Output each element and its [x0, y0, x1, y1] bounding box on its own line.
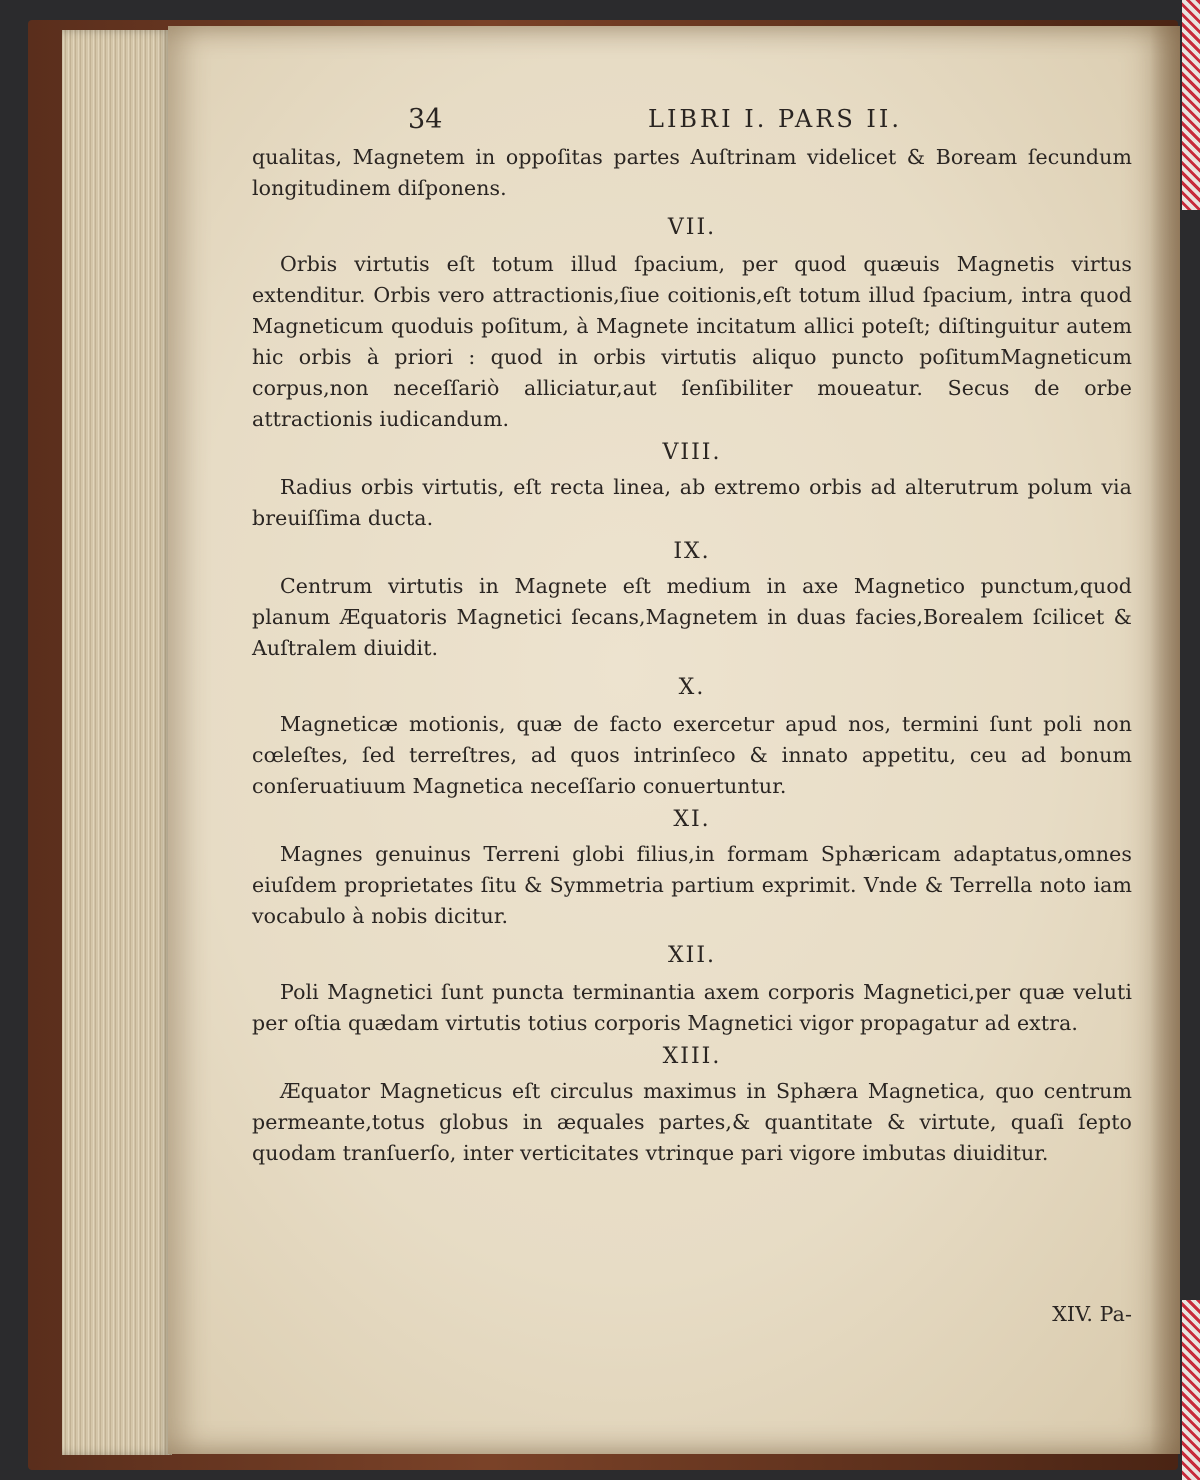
page-edges	[62, 30, 172, 1455]
page-text-block	[252, 104, 1132, 1326]
section-text: Centrum virtutis in Magnete eſt medium in axe Magnetico punctum,quod planum Æquatoris Magnetici ſecans,Magnetem in duas facies,Borealem ſcilicet & Auſtralem diuidit.	[252, 574, 1132, 660]
section-number: XI.	[673, 807, 711, 832]
section-number: XII.	[667, 943, 717, 968]
section-number: IX.	[673, 539, 711, 564]
opening-paragraph: qualitas, Magnetem in oppoſitas partes Auſtrinam videlicet & Boream ſecundum longitudinem diſponens.	[252, 145, 1132, 200]
section-number: VIII.	[662, 440, 722, 465]
section-text: Æquator Magneticus eſt circulus maximus in Sphæra Magnetica, quo centrum permeante,totus globus in æquales partes,& quantitate & virtute, quaſi ſepto quodam tranſuerſo, inter verticitates vtrinque pari vigore imbutas diuiditur.	[252, 1079, 1132, 1165]
binding-ribbon-lower	[1182, 1300, 1200, 1480]
section-number: XIII.	[662, 1044, 722, 1069]
running-title: LIBRI I. PARS II.	[648, 105, 902, 133]
binding-ribbon	[1182, 0, 1200, 210]
catchword: XIV. Pa-	[1052, 1302, 1132, 1326]
section-text: Magneticæ motionis, quæ de facto exercetur apud nos, termini ſunt poli non cœleſtes, ſed terreſtres, ad quos intrinſeco & innato appetitu, ceu ad bonum conſeruatiuum Magnetica neceſſario conuertuntur.	[252, 712, 1132, 798]
section-number: VII.	[667, 215, 717, 240]
page-number: 34	[408, 104, 443, 135]
section-text: Poli Magnetici ſunt puncta terminantia axem corporis Magnetici,per quæ veluti per oſtia quædam virtutis totius corporis Magnetici vigor propagatur ad extra.	[252, 980, 1132, 1035]
running-head	[252, 104, 1132, 142]
section-text: Orbis virtutis eſt totum illud ſpacium, per quod quæuis Magnetis virtus extenditur. Orbis vero attractionis,ſiue coitionis,eſt totum illud ſpacium, intra quod Magneticum quoduis poſitum, à Magnete incitatum allici poteſt; diſtinguitur autem hic orbis à priori : quod in orbis virtutis aliquo puncto poſitumMagneticum corpus,non neceſſariò alliciatur,aut ſenſibiliter moueatur. Secus de orbe attractionis iudicandum.	[252, 252, 1132, 431]
section-number: X.	[678, 675, 706, 700]
section-text: Radius orbis virtutis, eſt recta linea, ab extremo orbis ad alterutrum polum via breuiſſima ducta.	[252, 475, 1132, 530]
page-gutter-shadow	[1150, 26, 1180, 1454]
section-text: Magnes genuinus Terreni globi filius,in formam Sphæricam adaptatus,omnes eiuſdem proprietates ſitu & Symmetria partium exprimit. Vnde & Terrella noto iam vocabulo à nobis dicitur.	[252, 842, 1132, 928]
